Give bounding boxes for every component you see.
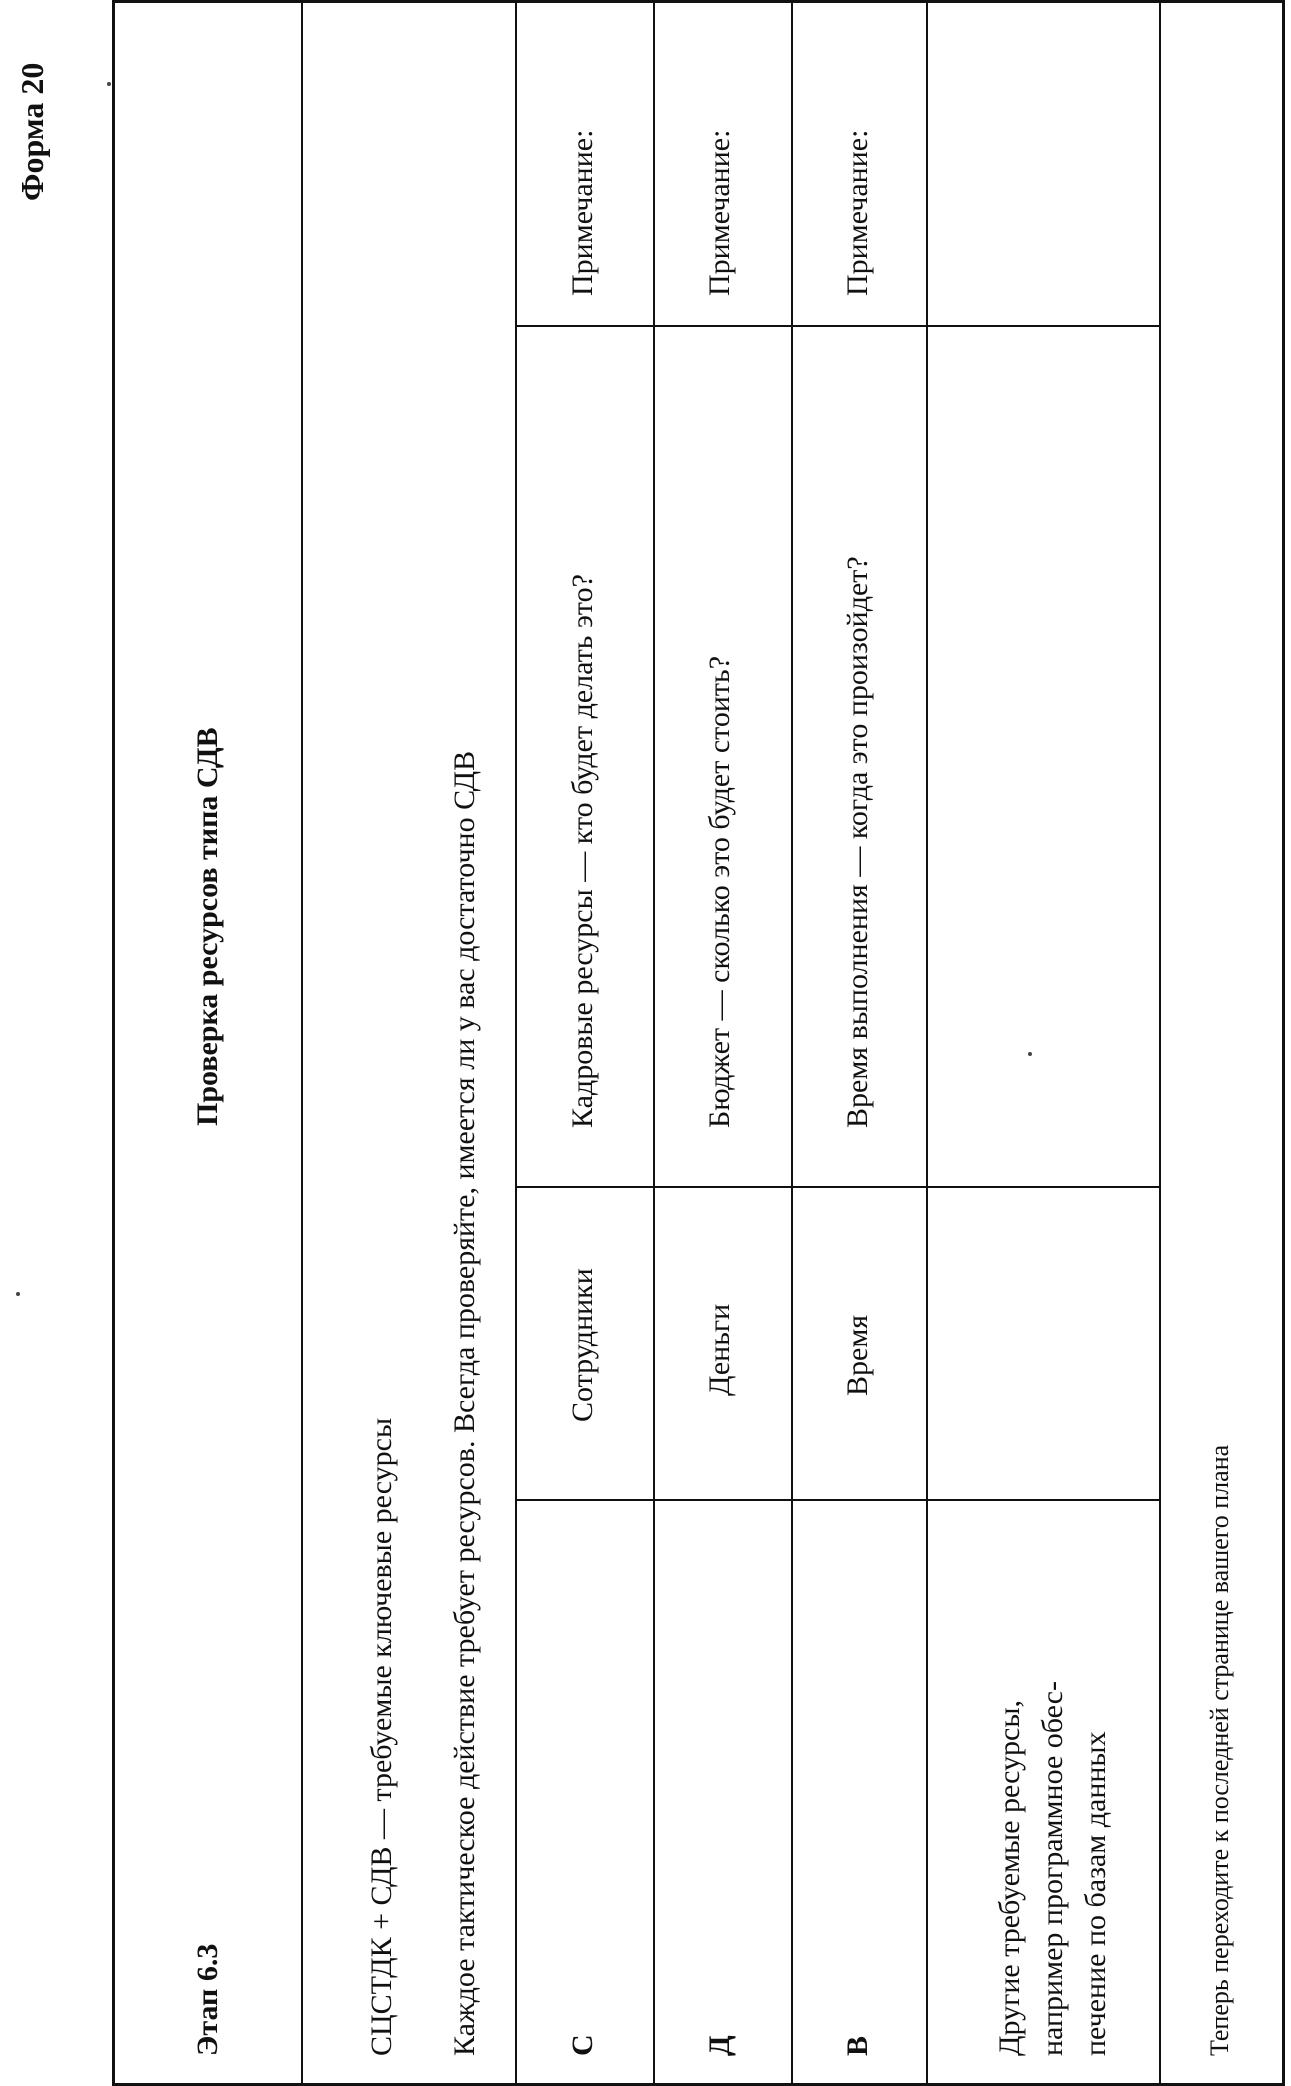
divider-after-title <box>301 0 303 2086</box>
scan-speck <box>16 1292 20 1296</box>
intro-line-1: СЦСТДК + СДВ — требуемые ключевые ресурсы <box>365 1417 398 2056</box>
other-resources-line-1: Другие требуемые ресурсы, <box>993 1700 1026 2056</box>
row-question-d: Бюджет — сколько это будет стоить? <box>703 655 736 1128</box>
divider-letter-col <box>516 1499 1160 1501</box>
row-note-s: Примечание: <box>566 129 599 296</box>
divider-row-d <box>791 0 793 2086</box>
divider-note-col <box>516 325 1160 327</box>
row-letter-v: В <box>841 2035 874 2056</box>
form-number: Форма 20 <box>14 62 50 201</box>
divider-row-v <box>926 0 928 2086</box>
row-letter-s: С <box>566 2034 599 2056</box>
row-name-v: Время <box>841 1314 874 1396</box>
footer-instruction: Теперь переходите к последней странице вашего плана <box>1205 1444 1234 2056</box>
divider-after-intro <box>515 0 517 2086</box>
row-question-s: Кадровые ресурсы — кто будет делать это? <box>566 574 599 1128</box>
row-name-d: Деньги <box>703 1303 736 1396</box>
step-label: Этап 6.3 <box>191 1943 224 2056</box>
divider-row-s <box>653 0 655 2086</box>
divider-row-other <box>1159 0 1161 2086</box>
row-note-d: Примечание: <box>703 129 736 296</box>
scan-speck <box>1028 1052 1032 1056</box>
table-border-right <box>112 0 1285 3</box>
scan-speck <box>107 82 111 86</box>
table-border-bottom <box>1282 0 1285 2086</box>
table-border-top <box>112 0 115 2086</box>
row-note-v: Примечание: <box>841 129 874 296</box>
other-resources-line-3: печение по базам данных <box>1079 1731 1112 2056</box>
divider-name-col <box>516 1186 1160 1188</box>
row-letter-d: Д <box>703 2035 736 2056</box>
row-name-s: Сотрудники <box>566 1268 599 1422</box>
row-question-v: Время выполнения — когда это произойдет? <box>841 556 874 1128</box>
other-resources-line-2: например программное обес- <box>1036 1681 1069 2056</box>
intro-line-2: Каждое тактическое действие требует ресурсов. Всегда проверяйте, имеется ли у вас достаточно СДВ <box>448 750 481 2056</box>
page-title: Проверка ресурсов типа СДВ <box>191 727 224 1126</box>
